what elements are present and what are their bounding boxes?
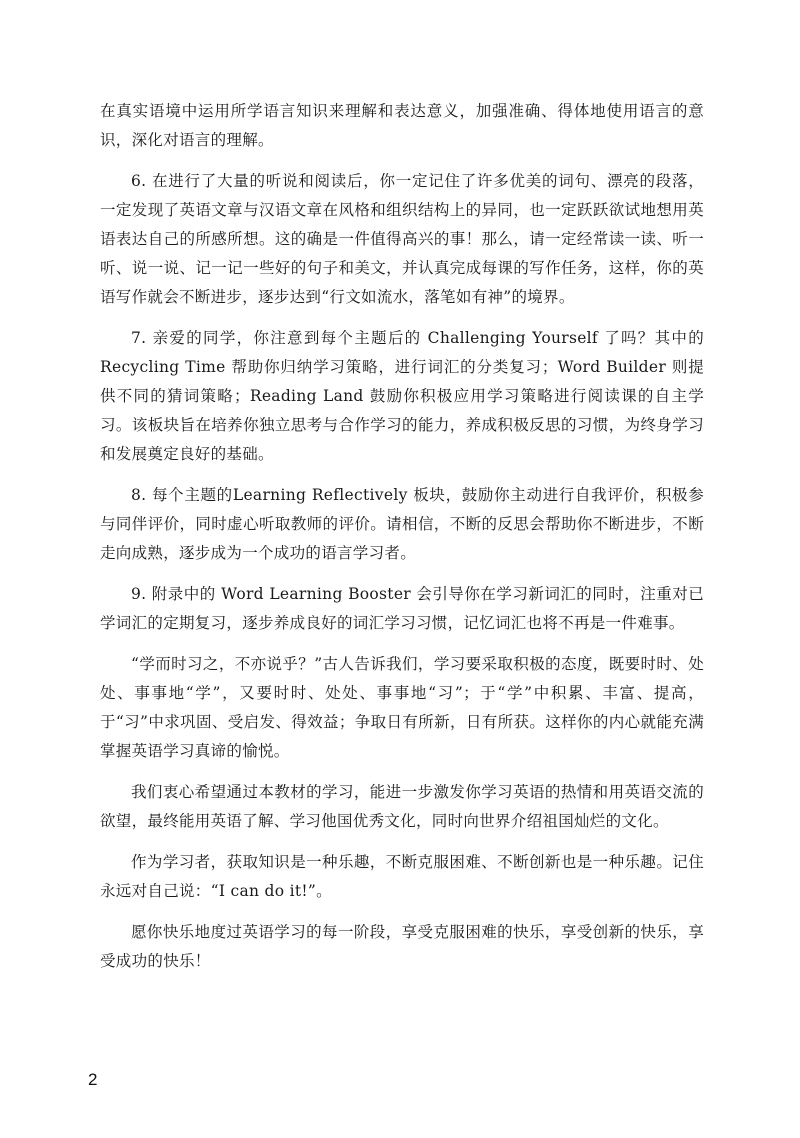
paragraph-closing: 愿你快乐地度过英语学习的每一阶段，享受克服困难的快乐，享受创新的快乐，享受成功的快乐！ xyxy=(100,923,704,970)
paragraph-continuation: 在真实语境中运用所学语言知识来理解和表达意义，加强准确、得体地使用语言的意识，深化对语言的理解。 xyxy=(100,102,704,149)
paragraph-item-9: 9. 附录中的 Word Learning Booster 会引导你在学习新词汇的同时，注重对已学词汇的定期复习，逐步养成良好的词汇学习习惯，记忆词汇也将不再是一件难事。 xyxy=(100,585,704,632)
paragraph-item-6: 6. 在进行了大量的听说和阅读后，你一定记住了许多优美的词句、漂亮的段落，一定发现了英语文章与汉语文章在风格和组织结构上的异同，也一定跃跃欲试地想用英语表达自己的所感所想。这的确是一件值得高兴的事！那么，请一定经常读一读、听一听、说一说、记一记一些好的句子和美文，并认真完成每课的写作任务，这样，你的英语写作就会不断进步，逐步达到“行文如流水，落笔如有神”的境界。 xyxy=(100,172,704,306)
paragraph-learner: 作为学习者，获取知识是一种乐趣，不断克服困难、不断创新也是一种乐趣。记住永远对自己说：“I can do it!”。 xyxy=(100,853,704,900)
paragraph-proverb: “学而时习之，不亦说乎？”古人告诉我们，学习要采取积极的态度，既要时时、处处、事事地“学”，又要时时、处处、事事地“习”；于“学”中积累、丰富、提高，于“习”中求巩固、受启发、得效益；争取日有所新，日有所获。这样你的内心就能充满掌握英语学习真谛的愉悦。 xyxy=(100,655,704,760)
paragraph-item-8: 8. 每个主题的Learning Reflectively 板块，鼓励你主动进行自我评价，积极参与同伴评价，同时虚心听取教师的评价。请相信，不断的反思会帮助你不断进步，不断走向成熟，逐步成为一个成功的语言学习者。 xyxy=(100,486,704,562)
page-body xyxy=(100,97,704,988)
page-number: 2 xyxy=(88,1070,98,1089)
paragraph-hope: 我们衷心希望通过本教材的学习，能进一步激发你学习英语的热情和用英语交流的欲望，最终能用英语了解、学习他国优秀文化，同时向世界介绍祖国灿烂的文化。 xyxy=(100,783,704,830)
paragraph-item-7: 7. 亲爱的同学，你注意到每个主题后的 Challenging Yourself 了吗？其中的 Recycling Time 帮助你归纳学习策略，进行词汇的分类复习；Word Builder 则提供不同的猜词策略；Reading Land 鼓励你积极应用学习策略进行阅读课的自主学习。该板块旨在培养你独立思考与合作学习的能力，养成积极反思的习惯，为终身学习和发展奠定良好的基础。 xyxy=(100,329,704,463)
